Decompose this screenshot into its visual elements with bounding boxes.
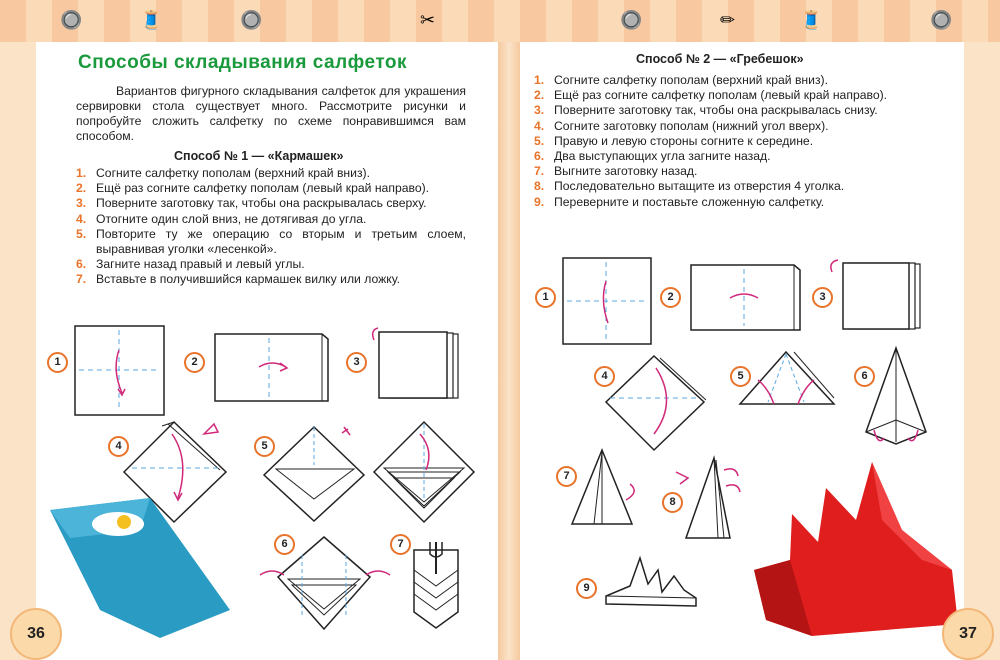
fold-diagram-r3 xyxy=(842,262,924,332)
step-item: 9. Переверните и поставьте сложенную салфетку. xyxy=(534,194,825,209)
diagram-label: 1 xyxy=(535,287,556,308)
diagram-label: 3 xyxy=(812,287,833,308)
step-item: 8. Последовательно вытащите из отверстия 4 уголка. xyxy=(534,179,845,194)
button-icon: 🔘 xyxy=(620,10,643,30)
step-item: 5. Правую и левую стороны согните к середине. xyxy=(534,133,814,148)
fold-diagram-r5 xyxy=(738,350,836,408)
fold-diagram-r2 xyxy=(690,264,802,332)
page-number-left: 36 xyxy=(10,608,62,660)
fold-diagram-r9 xyxy=(604,552,700,610)
fold-diagram-3 xyxy=(378,330,462,402)
button-icon: 🔘 xyxy=(60,10,83,30)
diagram-label: 3 xyxy=(346,352,367,373)
step-item: 2. Ещё раз согните салфетку пополам (левый край направо). xyxy=(534,88,888,103)
step-item: 6. Загните назад правый и левый углы. xyxy=(76,257,305,272)
diagram-label: 4 xyxy=(108,436,129,457)
button-icon: 🔘 xyxy=(240,10,263,30)
fold-diagram-6 xyxy=(258,535,392,633)
diagram-label: 6 xyxy=(274,534,295,555)
diagram-label: 4 xyxy=(594,366,615,387)
thread-spool-icon: 🧵 xyxy=(800,10,823,30)
fold-diagram-r1 xyxy=(562,257,654,347)
step-item: 1. Согните салфетку пополам (верхний край вниз). xyxy=(76,166,370,180)
photo-blue-napkin xyxy=(40,490,240,640)
diagram-label: 9 xyxy=(576,578,597,599)
fold-diagram-r6 xyxy=(864,346,930,450)
diagram-label: 8 xyxy=(662,492,683,513)
fold-diagram-r7 xyxy=(570,448,640,528)
step-item: 2. Ещё раз согните салфетку пополам (левый край направо). xyxy=(76,181,430,196)
diagram-label: 1 xyxy=(47,352,68,373)
fold-diagram-5b xyxy=(372,420,476,524)
photo-red-napkin xyxy=(752,460,960,638)
diagram-label: 2 xyxy=(184,352,205,373)
step-item: 3. Поверните заготовку так, чтобы она раскрывалась снизу. xyxy=(534,103,878,118)
pencil-icon: ✏ xyxy=(720,10,736,30)
diagram-label: 6 xyxy=(854,366,875,387)
page-title: Способы складывания салфеток xyxy=(78,52,408,73)
diagram-label: 5 xyxy=(730,366,751,387)
book-spine xyxy=(498,42,520,660)
fold-diagram-r8 xyxy=(684,456,744,542)
step-item: 1. Согните салфетку пополам (верхний край вниз). xyxy=(534,73,828,87)
method-1-title: Способ № 1 — «Кармашек» xyxy=(174,149,344,163)
fold-diagram-2 xyxy=(214,333,330,403)
thread-spool-icon: 🧵 xyxy=(140,10,163,30)
method-1-steps xyxy=(76,166,466,288)
page-number-right: 37 xyxy=(942,608,994,660)
diagram-label: 5 xyxy=(254,436,275,457)
diagram-label: 7 xyxy=(556,466,577,487)
step-item: 4. Отогните один слой вниз, не дотягивая до угла. xyxy=(76,211,367,226)
decorative-top-band xyxy=(0,0,1000,42)
button-icon: 🔘 xyxy=(930,10,953,30)
fold-diagram-5 xyxy=(262,425,366,523)
step-item: 7. Вставьте в получившийся кармашек вилку или ложку. xyxy=(76,272,401,287)
step-item: 7. Выгните заготовку назад. xyxy=(534,164,698,179)
fold-diagram-r4 xyxy=(604,354,708,452)
step-item: 3. Поверните заготовку так, чтобы она раскрывалась сверху. xyxy=(76,196,427,211)
diagram-label: 7 xyxy=(390,534,411,555)
fold-diagram-1 xyxy=(74,325,166,417)
intro-paragraph: Вариантов фигурного складывания салфеток для украшения сервировки стола существует много. Рассмотрите рисунки и попробуйте сложить салфетку по схеме понравившимся вам способом. xyxy=(76,84,466,143)
step-item: 5. Повторите ту же операцию со вторым и третьим слоем, выравнивая уголки «лесенкой». xyxy=(76,226,466,257)
scissors-icon: ✂ xyxy=(420,10,436,30)
method-2-steps xyxy=(534,73,926,210)
diagram-label: 2 xyxy=(660,287,681,308)
step-item: 6. Два выступающих угла загните назад. xyxy=(534,149,771,164)
step-item: 4. Согните заготовку пополам (нижний угол вверх). xyxy=(534,118,829,133)
fold-diagram-7 xyxy=(412,540,460,630)
method-2-title: Способ № 2 — «Гребешок» xyxy=(636,52,804,66)
